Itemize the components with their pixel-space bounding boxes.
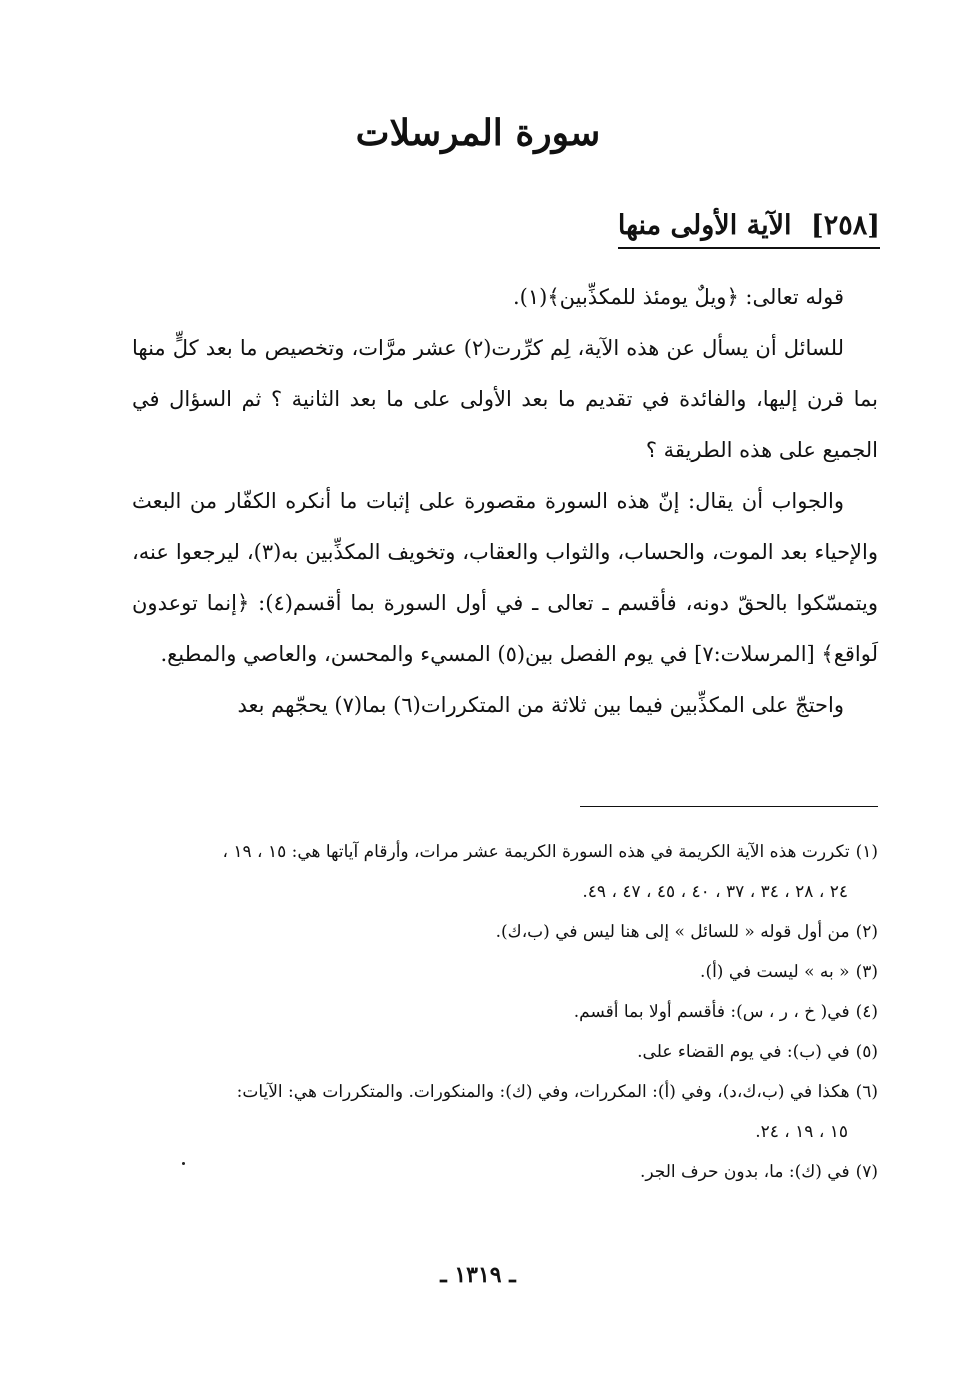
paragraph-argument: واحتجّ على المكذِّبين فيما بين ثلاثة من المتكررات(٦) بما(٧) يحجّهم بعد	[237, 693, 844, 717]
footnote-text: في (ب): في يوم القضاء على.	[637, 1042, 850, 1062]
footnote-4	[132, 992, 878, 1032]
footnote-text: تكررت هذه الآية الكريمة في هذه السورة الكريمة عشر مرات، وأرقام آياتها هي: ١٥ ، ١٩ ،	[222, 842, 850, 862]
footnote-number: (٢)	[855, 922, 878, 942]
footnote-number: (٤)	[855, 1002, 878, 1022]
footnotes-section	[132, 832, 878, 1192]
body-text	[132, 272, 878, 731]
footnote-6	[132, 1072, 878, 1152]
page-number: ـ ١٣١٩ ـ	[440, 1262, 516, 1288]
section-heading	[618, 210, 880, 249]
footnote-5	[132, 1032, 878, 1072]
footnote-2	[132, 912, 878, 952]
footnote-number: (٥)	[855, 1042, 878, 1062]
footnote-text: هكذا في (ب،ك،د)، وفي (أ): المكررات، وفي (ك): والمنكورات. والمتكررات هي: الآيات:	[236, 1082, 850, 1102]
footnote-number: (٣)	[855, 962, 878, 982]
section-number: [٢٥٨]	[810, 210, 880, 241]
footnote-divider	[580, 806, 878, 807]
footnote-text: في( خ ، ر ، س): فأقسم أولا بما أقسم.	[573, 1002, 850, 1022]
scan-speck	[182, 1162, 185, 1165]
paragraph-verse: قوله تعالى: ﴿ويلٌ يومئذ للمكذِّبين﴾(١).	[512, 285, 844, 309]
footnote-number: (٦)	[855, 1082, 878, 1102]
footnote-continuation: ٢٤ ، ٢٨ ، ٣٤ ، ٣٧ ، ٤٠ ، ٤٥ ، ٤٧ ، ٤٩.	[582, 882, 848, 902]
footnote-continuation: ١٥ ، ١٩ ، ٢٤.	[755, 1122, 848, 1142]
paragraph-answer: والجواب أن يقال: إنّ هذه السورة مقصورة على إثبات ما أنكره الكفّار من البعث والإحياء بعد الموت، والحساب، والثواب والعقاب، وتخويف المكذِّبين به(٣)، ليرجعوا عنه، ويتمسّكوا بالحقّ دونه، فأقسم ـ تعالى ـ في أول السورة بما أقسم(٤): ﴿إنما توعدون لَواقع﴾ [المرسلات:٧] في يوم الفصل بين(٥) المسيء والمحسن، والعاصي والمطيع.	[132, 489, 879, 666]
surah-title: سورة المرسلات	[355, 112, 601, 154]
section-title: الآية الأولى منها	[617, 210, 792, 241]
footnote-number: (٧)	[855, 1162, 878, 1182]
footnote-7	[132, 1152, 878, 1192]
footnote-text: من أول قوله « للسائل » إلى هنا ليس في (ب،ك).	[495, 922, 850, 942]
footnote-number: (١)	[855, 842, 878, 862]
footnote-text: « به » ليست في (أ).	[700, 962, 850, 982]
paragraph-question: للسائل أن يسأل عن هذه الآية، لِم كرِّرت(٢) عشر مرَّات، وتخصيص ما بعد كلٍّ منها بما قرن إليها، والفائدة في تقديم ما بعد الأولى على ما بعد الثانية ؟ ثم السؤال في الجميع على هذه الطريقة ؟	[132, 336, 878, 462]
footnote-text: في (ك): ما، بدون حرف الجر.	[639, 1162, 850, 1182]
footnote-3	[132, 952, 878, 992]
footnote-1	[132, 832, 878, 912]
